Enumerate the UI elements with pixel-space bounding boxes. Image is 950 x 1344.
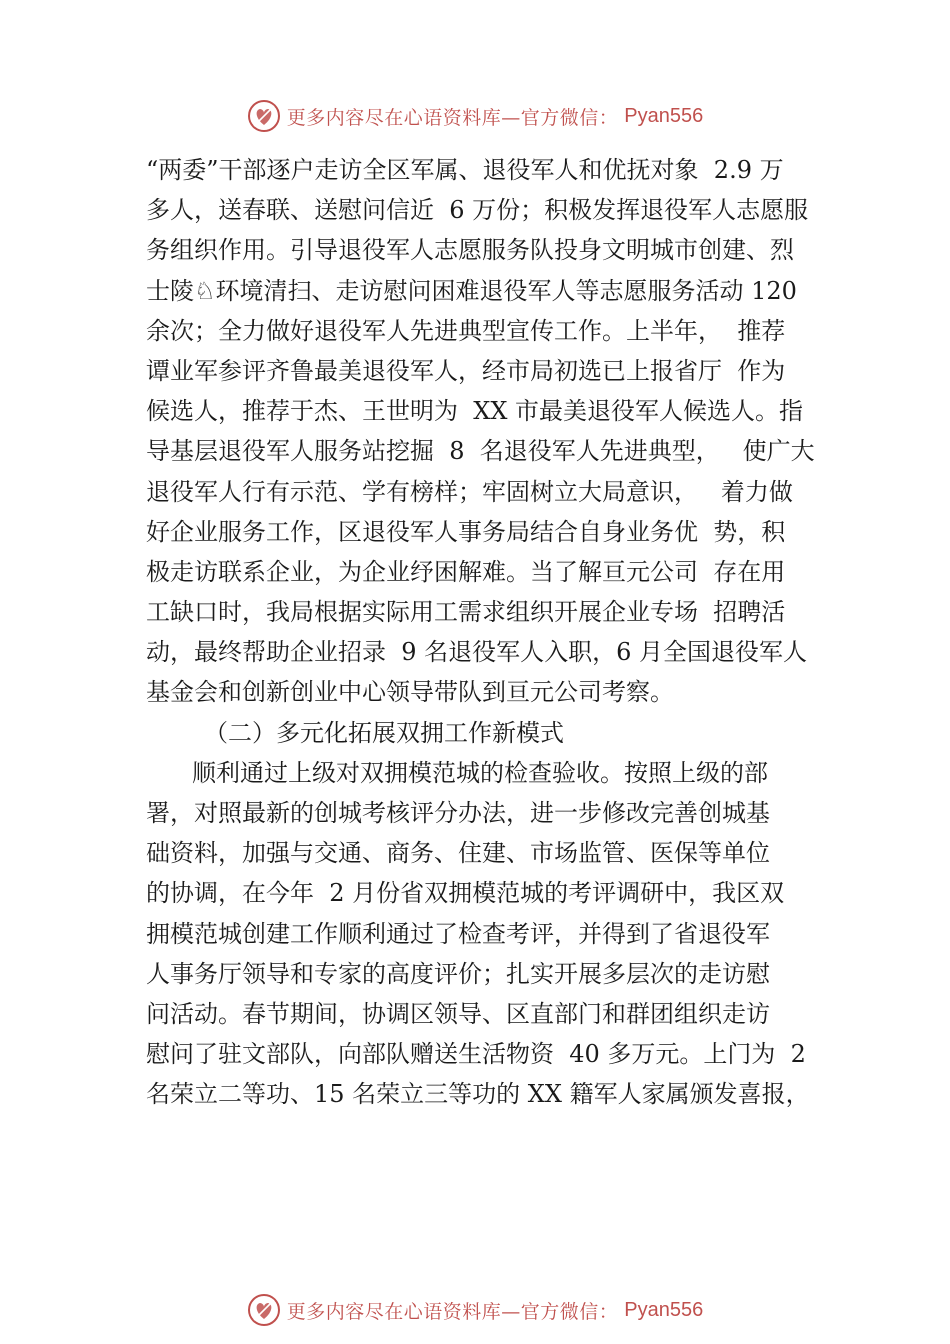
text-line: 名荣立二等功、15 名荣立三等功的 XX 籍军人家属颁发喜报， xyxy=(146,1080,810,1109)
watermark-text: 更多内容尽在心语资料库—官方微信： xyxy=(286,106,619,129)
text-line: 基金会和创新创业中心领导带队到亘元公司考察。 xyxy=(146,678,674,707)
text-line: 署，对照最新的创城考核评分办法，进一步修改完善创城基 xyxy=(146,799,770,827)
text-line: 工缺口时，我局根据实际用工需求组织开展企业专场 招聘活 xyxy=(146,598,786,627)
text-line: 多人，送春联、送慰问信近 6 万份；积极发挥退役军人志愿服 xyxy=(146,196,809,225)
section-heading: （二）多元化拓展双拥工作新模式 xyxy=(204,718,564,747)
text-line: 务组织作用。引导退役军人志愿服务队投身文明城市创建、烈 xyxy=(146,236,794,265)
footer-watermark xyxy=(0,1290,950,1330)
document-body xyxy=(146,150,836,1115)
text-line: 好企业服务工作，区退役军人事务局结合自身业务优 势，积 xyxy=(146,517,786,546)
text-line: 极走访联系企业，为企业纾困解难。当了解亘元公司 存在用 xyxy=(146,557,786,586)
text-line: 的协调，在今年 2 月份省双拥模范城的考评调研中，我区双 xyxy=(146,879,785,908)
watermark-account: Pyan556 xyxy=(624,1298,704,1321)
text-line: 退役军人行有示范、学有榜样；牢固树立大局意识， 着力做 xyxy=(146,477,793,506)
text-line: 动，最终帮助企业招录 9 名退役军人入职，6 月全国退役军人 xyxy=(146,638,808,667)
text-line: 顺利通过上级对双拥模范城的检查验收。按照上级的部 xyxy=(192,758,768,787)
text-line: 谭业军参评齐鲁最美退役军人，经市局初选已上报省厅 作为 xyxy=(146,356,786,385)
text-line: 候选人，推荐于杰、王世明为 XX 市最美退役军人候选人。指 xyxy=(146,397,804,426)
text-line: 慰问了驻文部队，向部队赠送生活物资 40 多万元。上门为 2 xyxy=(146,1040,806,1069)
text-line: 导基层退役军人服务站挖掘 8 名退役军人先进典型， 使广大 xyxy=(146,437,815,466)
heart-logo-icon xyxy=(247,1293,281,1327)
text-line: 拥模范城创建工作顺利通过了检查考评，并得到了省退役军 xyxy=(146,919,770,948)
text-line: 础资料，加强与交通、商务、住建、市场监管、医保等单位 xyxy=(146,839,770,868)
watermark-text: 更多内容尽在心语资料库—官方微信： xyxy=(286,1300,619,1323)
text-line: 问活动。春节期间，协调区领导、区直部门和群团组织走访 xyxy=(146,999,770,1028)
text-line: 人事务厅领导和专家的高度评价；扎实开展多层次的走访慰 xyxy=(146,959,770,988)
text-line: 士陵♘环境清扫、走访慰问困难退役军人等志愿服务活动 120 xyxy=(146,276,797,305)
heart-logo-icon xyxy=(247,99,281,133)
text-line: “两委”干部逐户走访全区军属、退役军人和优抚对象 2.9 万 xyxy=(146,156,784,184)
text-line: 余次；全力做好退役军人先进典型宣传工作。上半年， 推荐 xyxy=(146,316,786,345)
watermark-account: Pyan556 xyxy=(624,104,704,127)
header-watermark xyxy=(0,96,950,136)
